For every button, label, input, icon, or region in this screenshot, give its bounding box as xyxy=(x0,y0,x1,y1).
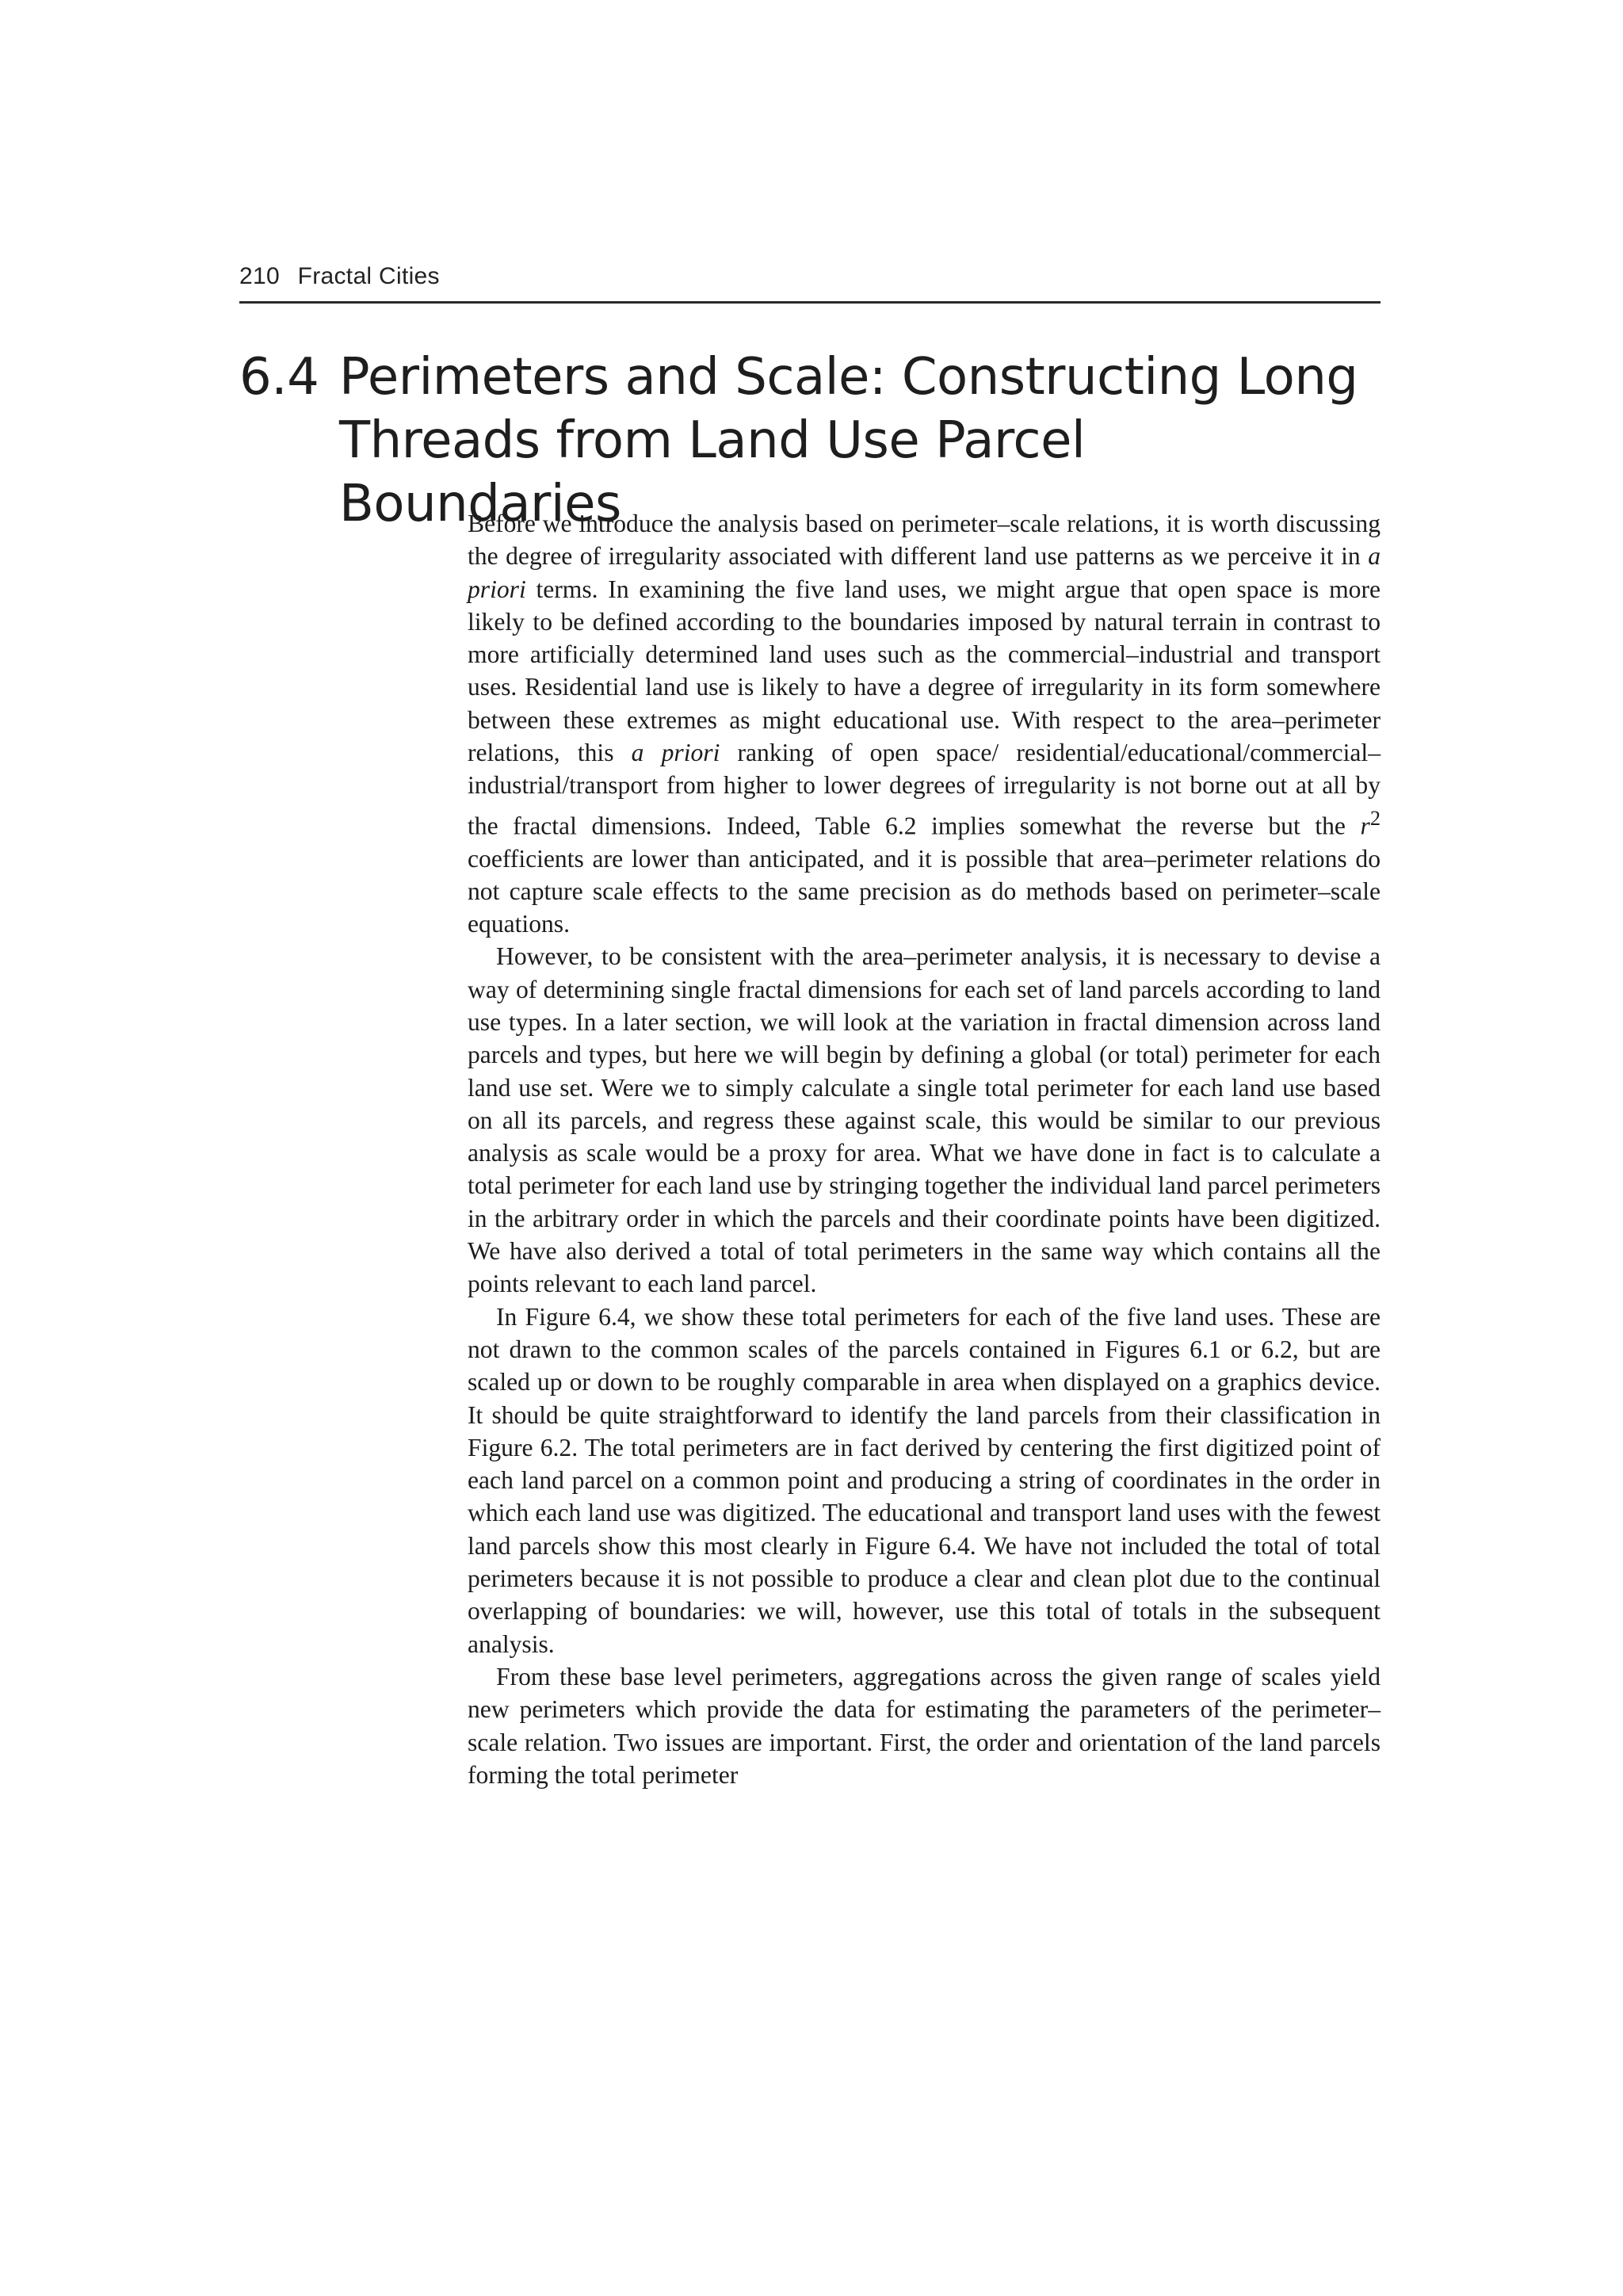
r-squared-exponent: 2 xyxy=(1369,806,1381,830)
a-priori-italic: a priori xyxy=(631,739,720,767)
a-priori-italic: a priori xyxy=(468,542,1381,603)
paragraph-1-text-e: ranking of open space/ residential/educational/commercial–industrial/transport from higher to lower degrees of irregularity is not borne out at all by the fractal dimensions. Indeed, Table 6.2 implies somewhat the reverse but the xyxy=(468,739,1381,840)
section-title-line-2: Threads from Land Use Parcel Boundaries xyxy=(339,411,1086,533)
paragraph-3: In Figure 6.4, we show these total perimeters for each of the five land uses. These are not drawn to the common scales of the parcels contained in Figures 6.1 or 6.2, but are scaled up or down to be roughly comparable in area when displayed on a graphics device. It should be quite straightforward to identify the land parcels from their classification in Figure 6.2. The total perimeters are in fact derived by centering the first digitized point of each land parcel on a common point and producing a string of coordinates in the order in which each land use was digitized. The educational and transport land uses with the fewest land parcels show this most clearly in Figure 6.4. We have not included the total of total perimeters because it is not possible to produce a clear and clean plot due to the continual overlapping of boundaries: we will, however, use this total of totals in the subsequent analysis. xyxy=(468,1302,1381,1658)
book-title: Fractal Cities xyxy=(297,263,440,289)
section-title-line-1: Perimeters and Scale: Constructing Long xyxy=(339,348,1358,407)
running-head xyxy=(239,263,440,290)
paragraph-4: From these base level perimeters, aggregations across the given range of scales yield new perimeters which provide the data for estimating the parameters of the perimeter–scale relation. Two issues are important. First, the order and orientation of the land parcels forming the total perimeter xyxy=(468,1662,1381,1789)
header-rule xyxy=(239,301,1381,304)
section-number: 6.4 xyxy=(239,348,319,407)
body-text xyxy=(468,507,1381,1791)
paragraph-1-text-a: Before we introduce the analysis based on perimeter–scale relations, it is worth discussing the degree of irregularity associated with different land use patterns as we perceive it in xyxy=(468,510,1381,571)
paragraph-1-text-h: coefficients are lower than anticipated, and it is possible that area–perimeter relations do not capture scale effects to the same precision as do methods based on perimeter–scale equations. xyxy=(468,844,1381,938)
paragraph-1-text-c: terms. In examining the five land uses, we might argue that open space is more likely to be defined according to the boundaries imposed by natural terrain in contrast to more artificially determined land uses such as the commercial–industrial and transport uses. Residential land use is likely to have a degree of irregularity in its form somewhere between these extremes as might educational use. With respect to the area–perimeter relations, this xyxy=(468,575,1381,767)
paragraph-2: However, to be consistent with the area–perimeter analysis, it is necessary to devise a way of determining single fractal dimensions for each set of land parcels according to land use types. In a later section, we will look at the variation in fractal dimension across land parcels and types, but here we will begin by defining a global (or total) perimeter for each land use set. Were we to simply calculate a single total perimeter for each land use based on all its parcels, and regress these against scale, this would be similar to our previous analysis as scale would be a proxy for area. What we have done in fact is to calculate a total perimeter for each land use by stringing together the individual land parcel perimeters in the arbitrary order in which the parcels and their coordinate points have been digitized. We have also derived a total of total perimeters in the same way which contains all the points relevant to each land parcel. xyxy=(468,942,1381,1298)
r-squared-symbol: r xyxy=(1360,812,1370,840)
paragraph-1 xyxy=(468,507,1381,940)
page-number: 210 xyxy=(239,263,280,289)
